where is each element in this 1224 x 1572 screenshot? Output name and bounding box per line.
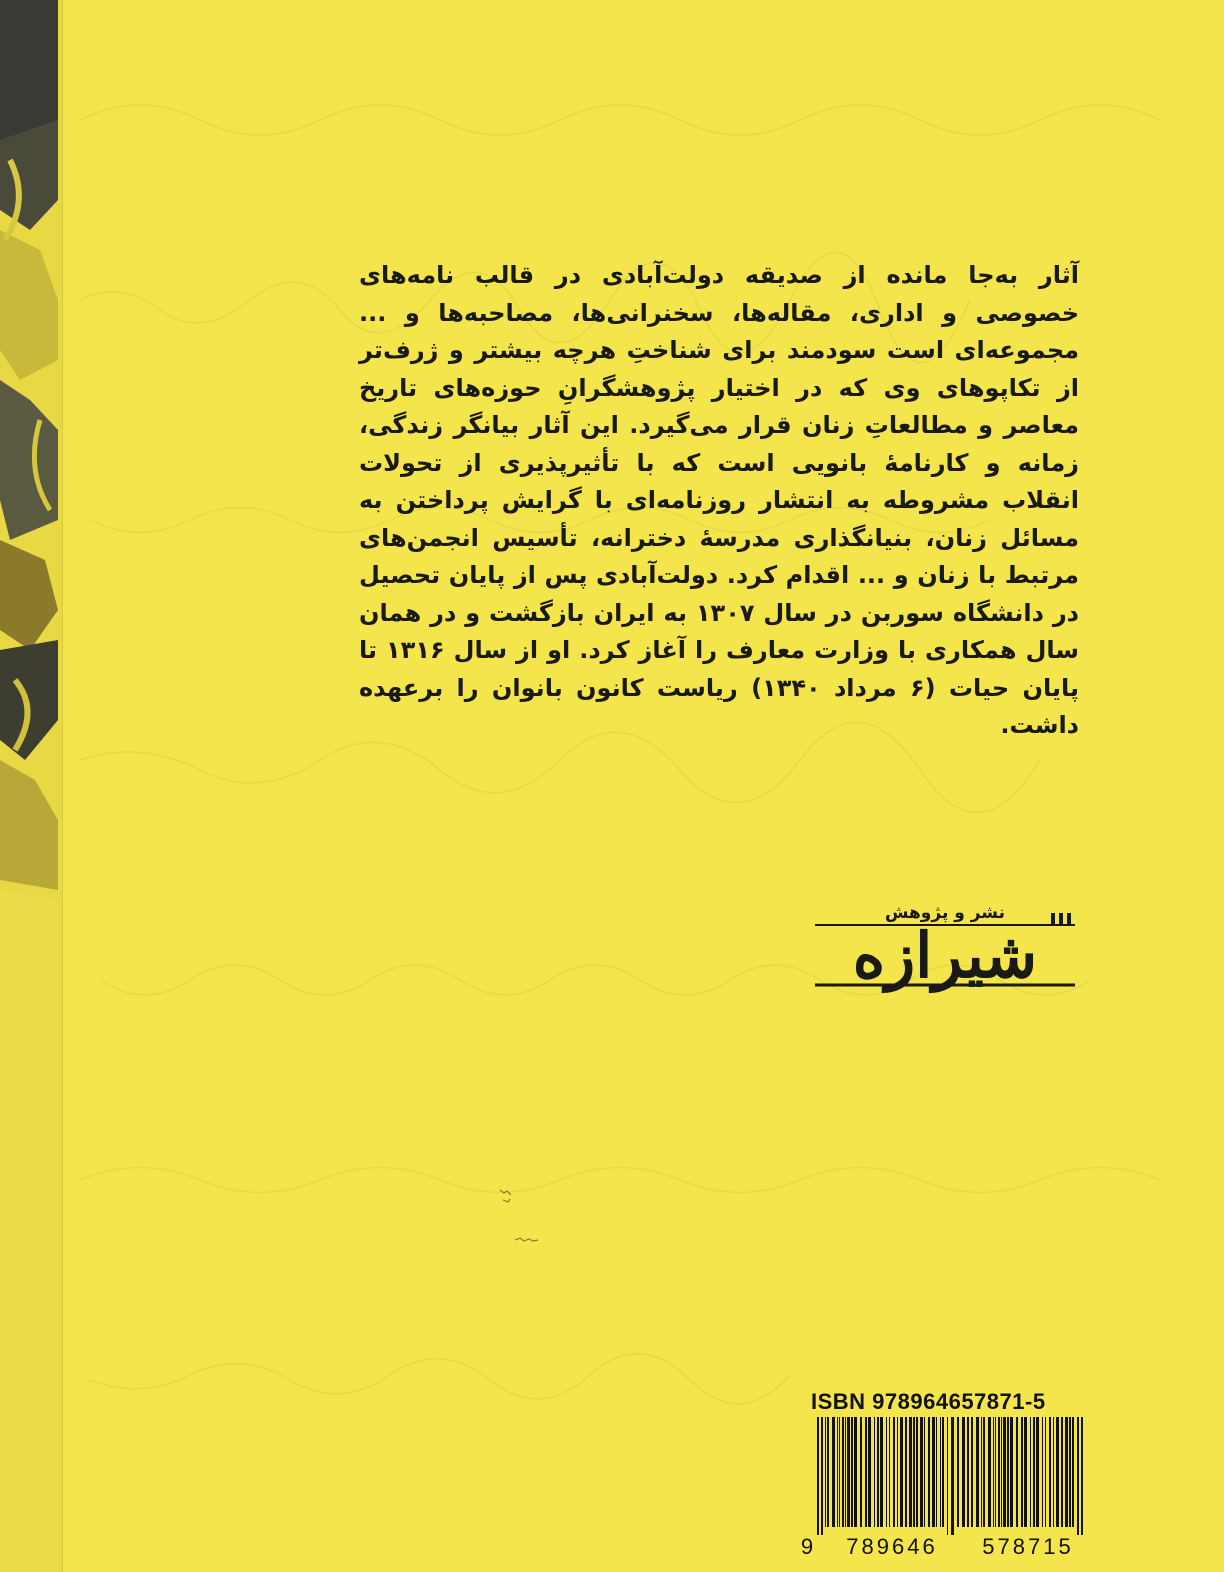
barcode-bar [928, 1417, 930, 1527]
barcode-bar [839, 1417, 840, 1527]
barcode-icon [793, 1417, 1094, 1535]
barcode-bar [889, 1417, 890, 1527]
barcode-bar [1021, 1417, 1023, 1527]
barcode-bar [865, 1417, 867, 1527]
barcode-bar [932, 1417, 935, 1527]
barcode-bar [1045, 1417, 1046, 1527]
barcode-bar [1033, 1417, 1035, 1527]
barcode-bar [913, 1417, 915, 1527]
barcode-bar [924, 1417, 925, 1527]
isbn-label: ISBN 978964657871-5 [811, 1389, 1046, 1414]
barcode-bar [1024, 1417, 1027, 1527]
barcode-digits-right: 578715 [982, 1534, 1074, 1559]
barcode-bar [825, 1417, 826, 1527]
surface-scratch-marks [495, 1180, 555, 1260]
barcode-bar [981, 1417, 982, 1527]
barcode-bar [993, 1417, 994, 1527]
barcode-bar [940, 1417, 941, 1527]
barcode-bar [1001, 1417, 1002, 1527]
barcode-bar [976, 1417, 979, 1527]
barcode-bar [962, 1417, 965, 1527]
barcode-bar [916, 1417, 918, 1527]
barcode-bar [851, 1417, 853, 1527]
barcode-bar [905, 1417, 907, 1527]
barcode-area [793, 1389, 1094, 1564]
barcode-bar [1053, 1417, 1054, 1527]
barcode-bar [995, 1417, 996, 1527]
barcode-bar [983, 1417, 985, 1527]
barcode-bar [1003, 1417, 1006, 1527]
barcode-bar [909, 1417, 912, 1527]
barcode-bar [967, 1417, 969, 1527]
barcode-bar [860, 1417, 862, 1527]
barcode-bar [936, 1417, 937, 1527]
barcode-digits-left: 789646 [846, 1534, 938, 1559]
barcode-bar [942, 1417, 944, 1527]
barcode-bar [1081, 1417, 1083, 1535]
barcode-bar [837, 1417, 838, 1527]
barcode-bar [1010, 1417, 1013, 1527]
publisher-name: شیرازه [852, 919, 1038, 992]
barcode-bar [854, 1417, 857, 1527]
camouflage-pattern-icon [0, 0, 62, 1572]
barcode-bar [957, 1417, 959, 1527]
barcode-bar [1036, 1417, 1039, 1527]
barcode-bar [1065, 1417, 1068, 1527]
barcode-bar [868, 1417, 871, 1527]
barcode-bar [821, 1417, 823, 1535]
barcode-bar [897, 1417, 898, 1527]
barcode-bar [947, 1417, 948, 1535]
barcode-bar [951, 1417, 954, 1535]
barcode-bar [847, 1417, 850, 1527]
barcode-bar [971, 1417, 973, 1527]
barcode-bar [1016, 1417, 1018, 1527]
barcode-bar [842, 1417, 844, 1527]
barcode-bar [988, 1417, 991, 1527]
barcode-bar [827, 1417, 829, 1527]
barcode-bar [1072, 1417, 1074, 1527]
barcode-bar [1030, 1417, 1031, 1527]
barcode-bar [877, 1417, 879, 1527]
publisher-tagline: نشر و پژوهش [884, 903, 1005, 923]
barcode-bar [900, 1417, 903, 1527]
barcode-bar [1077, 1417, 1079, 1535]
spine-edge [0, 0, 63, 1572]
barcode-bar [1042, 1417, 1043, 1527]
barcode-digits [793, 1534, 1094, 1560]
barcode-bar [874, 1417, 875, 1527]
barcode-bar [886, 1417, 887, 1527]
barcode-bar [817, 1417, 819, 1535]
barcode-bar [1069, 1417, 1071, 1527]
barcode-bar [1007, 1417, 1009, 1527]
barcode-bar [920, 1417, 923, 1527]
barcode-bar [845, 1417, 846, 1527]
barcode-bar [832, 1417, 835, 1527]
barcode-bar [893, 1417, 895, 1527]
barcode-bar [1056, 1417, 1059, 1527]
barcode-bar [880, 1417, 883, 1527]
barcode-bar [1061, 1417, 1063, 1527]
barcode-bar [1049, 1417, 1051, 1527]
barcode-digit-first: 9 [800, 1534, 814, 1559]
publisher-logo [805, 895, 1085, 990]
blurb-paragraph: آثار به‌جا مانده از صدیقه دولت‌آبادی در قالب نامه‌های خصوصی و اداری، مقاله‌ها، سخنرانی‌ها، مصاحبه‌ها و ... مجموعه‌ای است سودمند برای شناختِ هرچه بیشتر و ژرف‌تر از تکاپوهای وی که در اختیار پژوهشگرانِ حوزه‌های تاریخ معاصر و مطالعاتِ زنان قرار می‌گیرد. این آثار بیانگر زندگی، زمانه و کارنامهٔ بانویی است که با تأثیرپذیری از تحولات انقلاب مشروطه به انتشار روزنامه‌ای با گرایش پرداختن به مسائل زنان، بنیانگذاری مدرسهٔ دخترانه، تأسیس انجمن‌های مرتبط با زنان و ... اقدام کرد. دولت‌آبادی پس از پایان تحصیل در دانشگاه سوربن در سال ۱۳۰۷ به ایران بازگشت و در همان سال همکاری با وزارت معارف را آغاز کرد. او از سال ۱۳۱۶ تا پایان حیات (۶ مرداد ۱۳۴۰) ریاست کانون بانوان را برعهده داشت. [359, 261, 1080, 739]
barcode-bar [998, 1417, 1000, 1527]
